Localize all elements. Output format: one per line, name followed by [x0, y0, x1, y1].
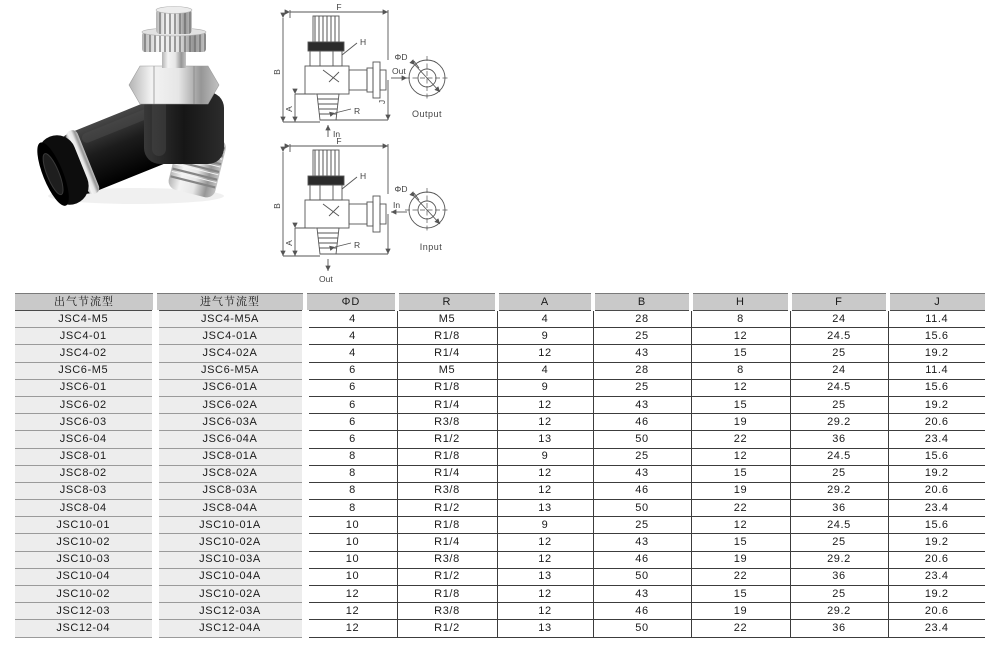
table-row — [15, 379, 985, 396]
table-row — [15, 311, 985, 328]
table-cell: 22 — [691, 568, 790, 585]
drawing-output-svg — [265, 2, 515, 140]
table-cell: 8 — [691, 311, 790, 328]
dim-label-f: F — [336, 138, 342, 146]
table-cell: 25 — [790, 586, 888, 603]
product-photo — [28, 6, 248, 211]
flow-out-label: Out — [392, 66, 406, 76]
dim-label-phi-d: ΦD — [394, 184, 408, 194]
table-cell: 12 — [497, 482, 593, 499]
table-cell: JSC12-04A — [155, 620, 305, 637]
table-cell: 8 — [305, 500, 397, 517]
table-cell: 8 — [691, 362, 790, 379]
table-cell: 23.4 — [888, 620, 985, 637]
table-cell: JSC6-03A — [155, 414, 305, 431]
table-cell: 15 — [691, 534, 790, 551]
table-cell: R1/8 — [397, 379, 497, 396]
table-cell: 4 — [305, 345, 397, 362]
table-cell: 23.4 — [888, 568, 985, 585]
table-cell: JSC12-03A — [155, 603, 305, 620]
table-row — [15, 551, 985, 568]
table-row — [15, 328, 985, 345]
table-cell: 12 — [691, 448, 790, 465]
table-cell: 15 — [691, 465, 790, 482]
table-cell: 19 — [691, 603, 790, 620]
table-cell: 19.2 — [888, 586, 985, 603]
column-header: B — [593, 294, 691, 311]
table-cell: JSC6-03 — [15, 414, 155, 431]
table-cell: 10 — [305, 568, 397, 585]
column-header: F — [790, 294, 888, 311]
table-cell: 43 — [593, 465, 691, 482]
flow-in-label: In — [393, 200, 401, 210]
table-cell: 9 — [497, 328, 593, 345]
table-cell: 25 — [593, 379, 691, 396]
table-cell: 6 — [305, 414, 397, 431]
table-cell: JSC6-01A — [155, 379, 305, 396]
table-cell: 43 — [593, 345, 691, 362]
table-cell: 24.5 — [790, 517, 888, 534]
column-header: 出气节流型 — [15, 294, 155, 311]
table-cell: JSC6-02 — [15, 396, 155, 413]
table-cell: JSC10-01 — [15, 517, 155, 534]
table-cell: R1/4 — [397, 396, 497, 413]
table-cell: 12 — [497, 396, 593, 413]
table-cell: 29.2 — [790, 414, 888, 431]
table-cell: JSC12-03 — [15, 603, 155, 620]
table-cell: 46 — [593, 414, 691, 431]
table-cell: 12 — [497, 551, 593, 568]
dim-label-h: H — [360, 37, 367, 47]
table-cell: 25 — [790, 345, 888, 362]
column-header: ΦD — [305, 294, 397, 311]
table-cell: 12 — [497, 465, 593, 482]
table-cell: 20.6 — [888, 603, 985, 620]
dim-label-f: F — [336, 2, 342, 12]
table-cell: 15.6 — [888, 379, 985, 396]
table-cell: 19 — [691, 482, 790, 499]
table-cell: JSC8-01A — [155, 448, 305, 465]
table-cell: 36 — [790, 431, 888, 448]
table-cell: 29.2 — [790, 482, 888, 499]
table-cell: 50 — [593, 500, 691, 517]
table-row — [15, 500, 985, 517]
table-cell: R1/8 — [397, 517, 497, 534]
table-cell: 13 — [497, 620, 593, 637]
table-cell: 9 — [497, 448, 593, 465]
table-cell: 13 — [497, 568, 593, 585]
dim-label-r: R — [354, 106, 361, 116]
table-cell: JSC8-04 — [15, 500, 155, 517]
table-cell: 25 — [790, 396, 888, 413]
table-cell: R1/2 — [397, 500, 497, 517]
table-cell: 22 — [691, 431, 790, 448]
dim-label-b: B — [272, 203, 282, 209]
table-cell: 20.6 — [888, 482, 985, 499]
table-cell: 22 — [691, 620, 790, 637]
table-row — [15, 482, 985, 499]
spec-table — [15, 293, 985, 638]
table-cell: JSC10-04A — [155, 568, 305, 585]
table-cell: R1/2 — [397, 431, 497, 448]
column-header: R — [397, 294, 497, 311]
table-cell: R1/4 — [397, 534, 497, 551]
table-cell: 19.2 — [888, 345, 985, 362]
table-cell: 8 — [305, 482, 397, 499]
table-cell: 12 — [497, 534, 593, 551]
table-cell: 36 — [790, 500, 888, 517]
table-cell: 19.2 — [888, 465, 985, 482]
table-cell: 12 — [305, 586, 397, 603]
table-cell: 15.6 — [888, 517, 985, 534]
table-cell: JSC10-02 — [15, 586, 155, 603]
table-cell: 15 — [691, 586, 790, 603]
flow-in-label: In — [333, 129, 341, 139]
table-row — [15, 396, 985, 413]
dim-label-h: H — [360, 171, 367, 181]
table-cell: M5 — [397, 311, 497, 328]
column-header: H — [691, 294, 790, 311]
table-cell: JSC4-02 — [15, 345, 155, 362]
table-cell: 25 — [790, 534, 888, 551]
table-row — [15, 568, 985, 585]
table-cell: JSC12-04 — [15, 620, 155, 637]
table-cell: 50 — [593, 620, 691, 637]
table-cell: R1/8 — [397, 586, 497, 603]
table-cell: JSC6-04 — [15, 431, 155, 448]
table-cell: JSC4-01A — [155, 328, 305, 345]
table-cell: 12 — [305, 603, 397, 620]
table-cell: JSC10-02A — [155, 586, 305, 603]
table-row — [15, 362, 985, 379]
adjustment-knob — [156, 7, 192, 35]
table-cell: JSC10-03 — [15, 551, 155, 568]
table-cell: 15.6 — [888, 448, 985, 465]
table-row — [15, 620, 985, 637]
table-cell: 10 — [305, 534, 397, 551]
table-cell: R3/8 — [397, 414, 497, 431]
table-cell: 19 — [691, 551, 790, 568]
table-cell: R1/8 — [397, 328, 497, 345]
table-row — [15, 431, 985, 448]
table-cell: 43 — [593, 586, 691, 603]
table-cell: 50 — [593, 568, 691, 585]
table-cell: R1/4 — [397, 345, 497, 362]
table-cell: 28 — [593, 362, 691, 379]
table-cell: 46 — [593, 603, 691, 620]
hex-nut — [129, 66, 219, 104]
table-cell: 15 — [691, 345, 790, 362]
table-row — [15, 534, 985, 551]
table-cell: 12 — [497, 414, 593, 431]
table-cell: R3/8 — [397, 551, 497, 568]
table-cell: JSC8-02 — [15, 465, 155, 482]
table-cell: 36 — [790, 568, 888, 585]
dim-label-phi-d: ΦD — [394, 52, 408, 62]
table-cell: 12 — [691, 328, 790, 345]
table-cell: 36 — [790, 620, 888, 637]
table-cell: 12 — [497, 345, 593, 362]
table-cell: R3/8 — [397, 482, 497, 499]
table-cell: R1/2 — [397, 568, 497, 585]
table-cell: JSC10-01A — [155, 517, 305, 534]
table-cell: 24 — [790, 362, 888, 379]
table-cell: 12 — [497, 603, 593, 620]
table-cell: 4 — [305, 328, 397, 345]
table-cell: 22 — [691, 500, 790, 517]
table-cell: 25 — [790, 465, 888, 482]
drawing-caption-input: Input — [419, 242, 443, 252]
dim-label-a: A — [284, 240, 294, 246]
table-cell: 24.5 — [790, 328, 888, 345]
table-cell: 23.4 — [888, 500, 985, 517]
table-cell: 8 — [305, 465, 397, 482]
table-cell: JSC4-02A — [155, 345, 305, 362]
column-header: A — [497, 294, 593, 311]
dim-label-a: A — [284, 106, 294, 112]
table-row — [15, 448, 985, 465]
spec-table-header-row — [15, 294, 985, 311]
product-photo-illustration — [28, 6, 248, 211]
body-highlight — [152, 98, 166, 156]
table-cell: 6 — [305, 431, 397, 448]
dim-label-j: J — [377, 99, 387, 105]
drawing-caption-output: Output — [411, 109, 443, 119]
table-cell: 24 — [790, 311, 888, 328]
table-cell: JSC8-03 — [15, 482, 155, 499]
table-cell: 6 — [305, 396, 397, 413]
table-cell: 4 — [497, 311, 593, 328]
table-cell: 50 — [593, 431, 691, 448]
table-cell: JSC4-M5A — [155, 311, 305, 328]
table-cell: 19.2 — [888, 534, 985, 551]
table-cell: 12 — [497, 586, 593, 603]
table-cell: 9 — [497, 517, 593, 534]
table-cell: 10 — [305, 551, 397, 568]
table-cell: 4 — [497, 362, 593, 379]
table-cell: 15 — [691, 396, 790, 413]
table-cell: 25 — [593, 328, 691, 345]
table-row — [15, 465, 985, 482]
table-cell: 13 — [497, 500, 593, 517]
table-cell: 43 — [593, 534, 691, 551]
table-cell: JSC10-03A — [155, 551, 305, 568]
table-row — [15, 603, 985, 620]
table-cell: JSC6-04A — [155, 431, 305, 448]
table-cell: JSC10-02A — [155, 534, 305, 551]
table-cell: 12 — [691, 517, 790, 534]
table-cell: 8 — [305, 448, 397, 465]
knob-stem — [162, 50, 186, 68]
table-row — [15, 345, 985, 362]
table-cell: R1/2 — [397, 620, 497, 637]
table-row — [15, 414, 985, 431]
table-cell: 29.2 — [790, 551, 888, 568]
table-cell: 9 — [497, 379, 593, 396]
table-cell: JSC8-02A — [155, 465, 305, 482]
table-cell: JSC8-03A — [155, 482, 305, 499]
table-cell: R3/8 — [397, 603, 497, 620]
table-cell: 4 — [305, 311, 397, 328]
table-cell: JSC8-04A — [155, 500, 305, 517]
table-cell: 6 — [305, 362, 397, 379]
table-cell: R1/8 — [397, 448, 497, 465]
table-cell: 23.4 — [888, 431, 985, 448]
table-cell: 24.5 — [790, 379, 888, 396]
table-cell: 11.4 — [888, 362, 985, 379]
table-row — [15, 586, 985, 603]
table-cell: 13 — [497, 431, 593, 448]
table-cell: 15.6 — [888, 328, 985, 345]
table-cell: 24.5 — [790, 448, 888, 465]
table-cell: 43 — [593, 396, 691, 413]
dimension-drawing-output — [265, 2, 515, 140]
dim-label-b: B — [272, 69, 282, 75]
table-cell: JSC10-02 — [15, 534, 155, 551]
table-cell: 6 — [305, 379, 397, 396]
column-header: J — [888, 294, 985, 311]
table-cell: 10 — [305, 517, 397, 534]
table-cell: 25 — [593, 517, 691, 534]
table-cell: 12 — [305, 620, 397, 637]
table-cell: JSC10-04 — [15, 568, 155, 585]
drawing-input-svg — [265, 138, 515, 286]
table-row — [15, 517, 985, 534]
table-cell: M5 — [397, 362, 497, 379]
spec-table-body — [15, 311, 985, 638]
table-cell: JSC4-M5 — [15, 311, 155, 328]
table-cell: JSC6-M5A — [155, 362, 305, 379]
flow-out-label: Out — [319, 274, 333, 284]
table-cell: 25 — [593, 448, 691, 465]
table-cell: JSC4-01 — [15, 328, 155, 345]
table-cell: JSC8-01 — [15, 448, 155, 465]
table-cell: 19 — [691, 414, 790, 431]
table-cell: R1/4 — [397, 465, 497, 482]
table-cell: 12 — [691, 379, 790, 396]
table-cell: 11.4 — [888, 311, 985, 328]
column-header: 进气节流型 — [155, 294, 305, 311]
table-cell: 20.6 — [888, 551, 985, 568]
table-cell: 28 — [593, 311, 691, 328]
table-cell: JSC6-M5 — [15, 362, 155, 379]
dim-label-r: R — [354, 240, 361, 250]
table-cell: 46 — [593, 482, 691, 499]
table-cell: 20.6 — [888, 414, 985, 431]
table-cell: JSC6-01 — [15, 379, 155, 396]
dimension-drawing-input — [265, 138, 515, 286]
table-cell: JSC6-02A — [155, 396, 305, 413]
table-cell: 19.2 — [888, 396, 985, 413]
table-cell: 46 — [593, 551, 691, 568]
table-cell: 29.2 — [790, 603, 888, 620]
